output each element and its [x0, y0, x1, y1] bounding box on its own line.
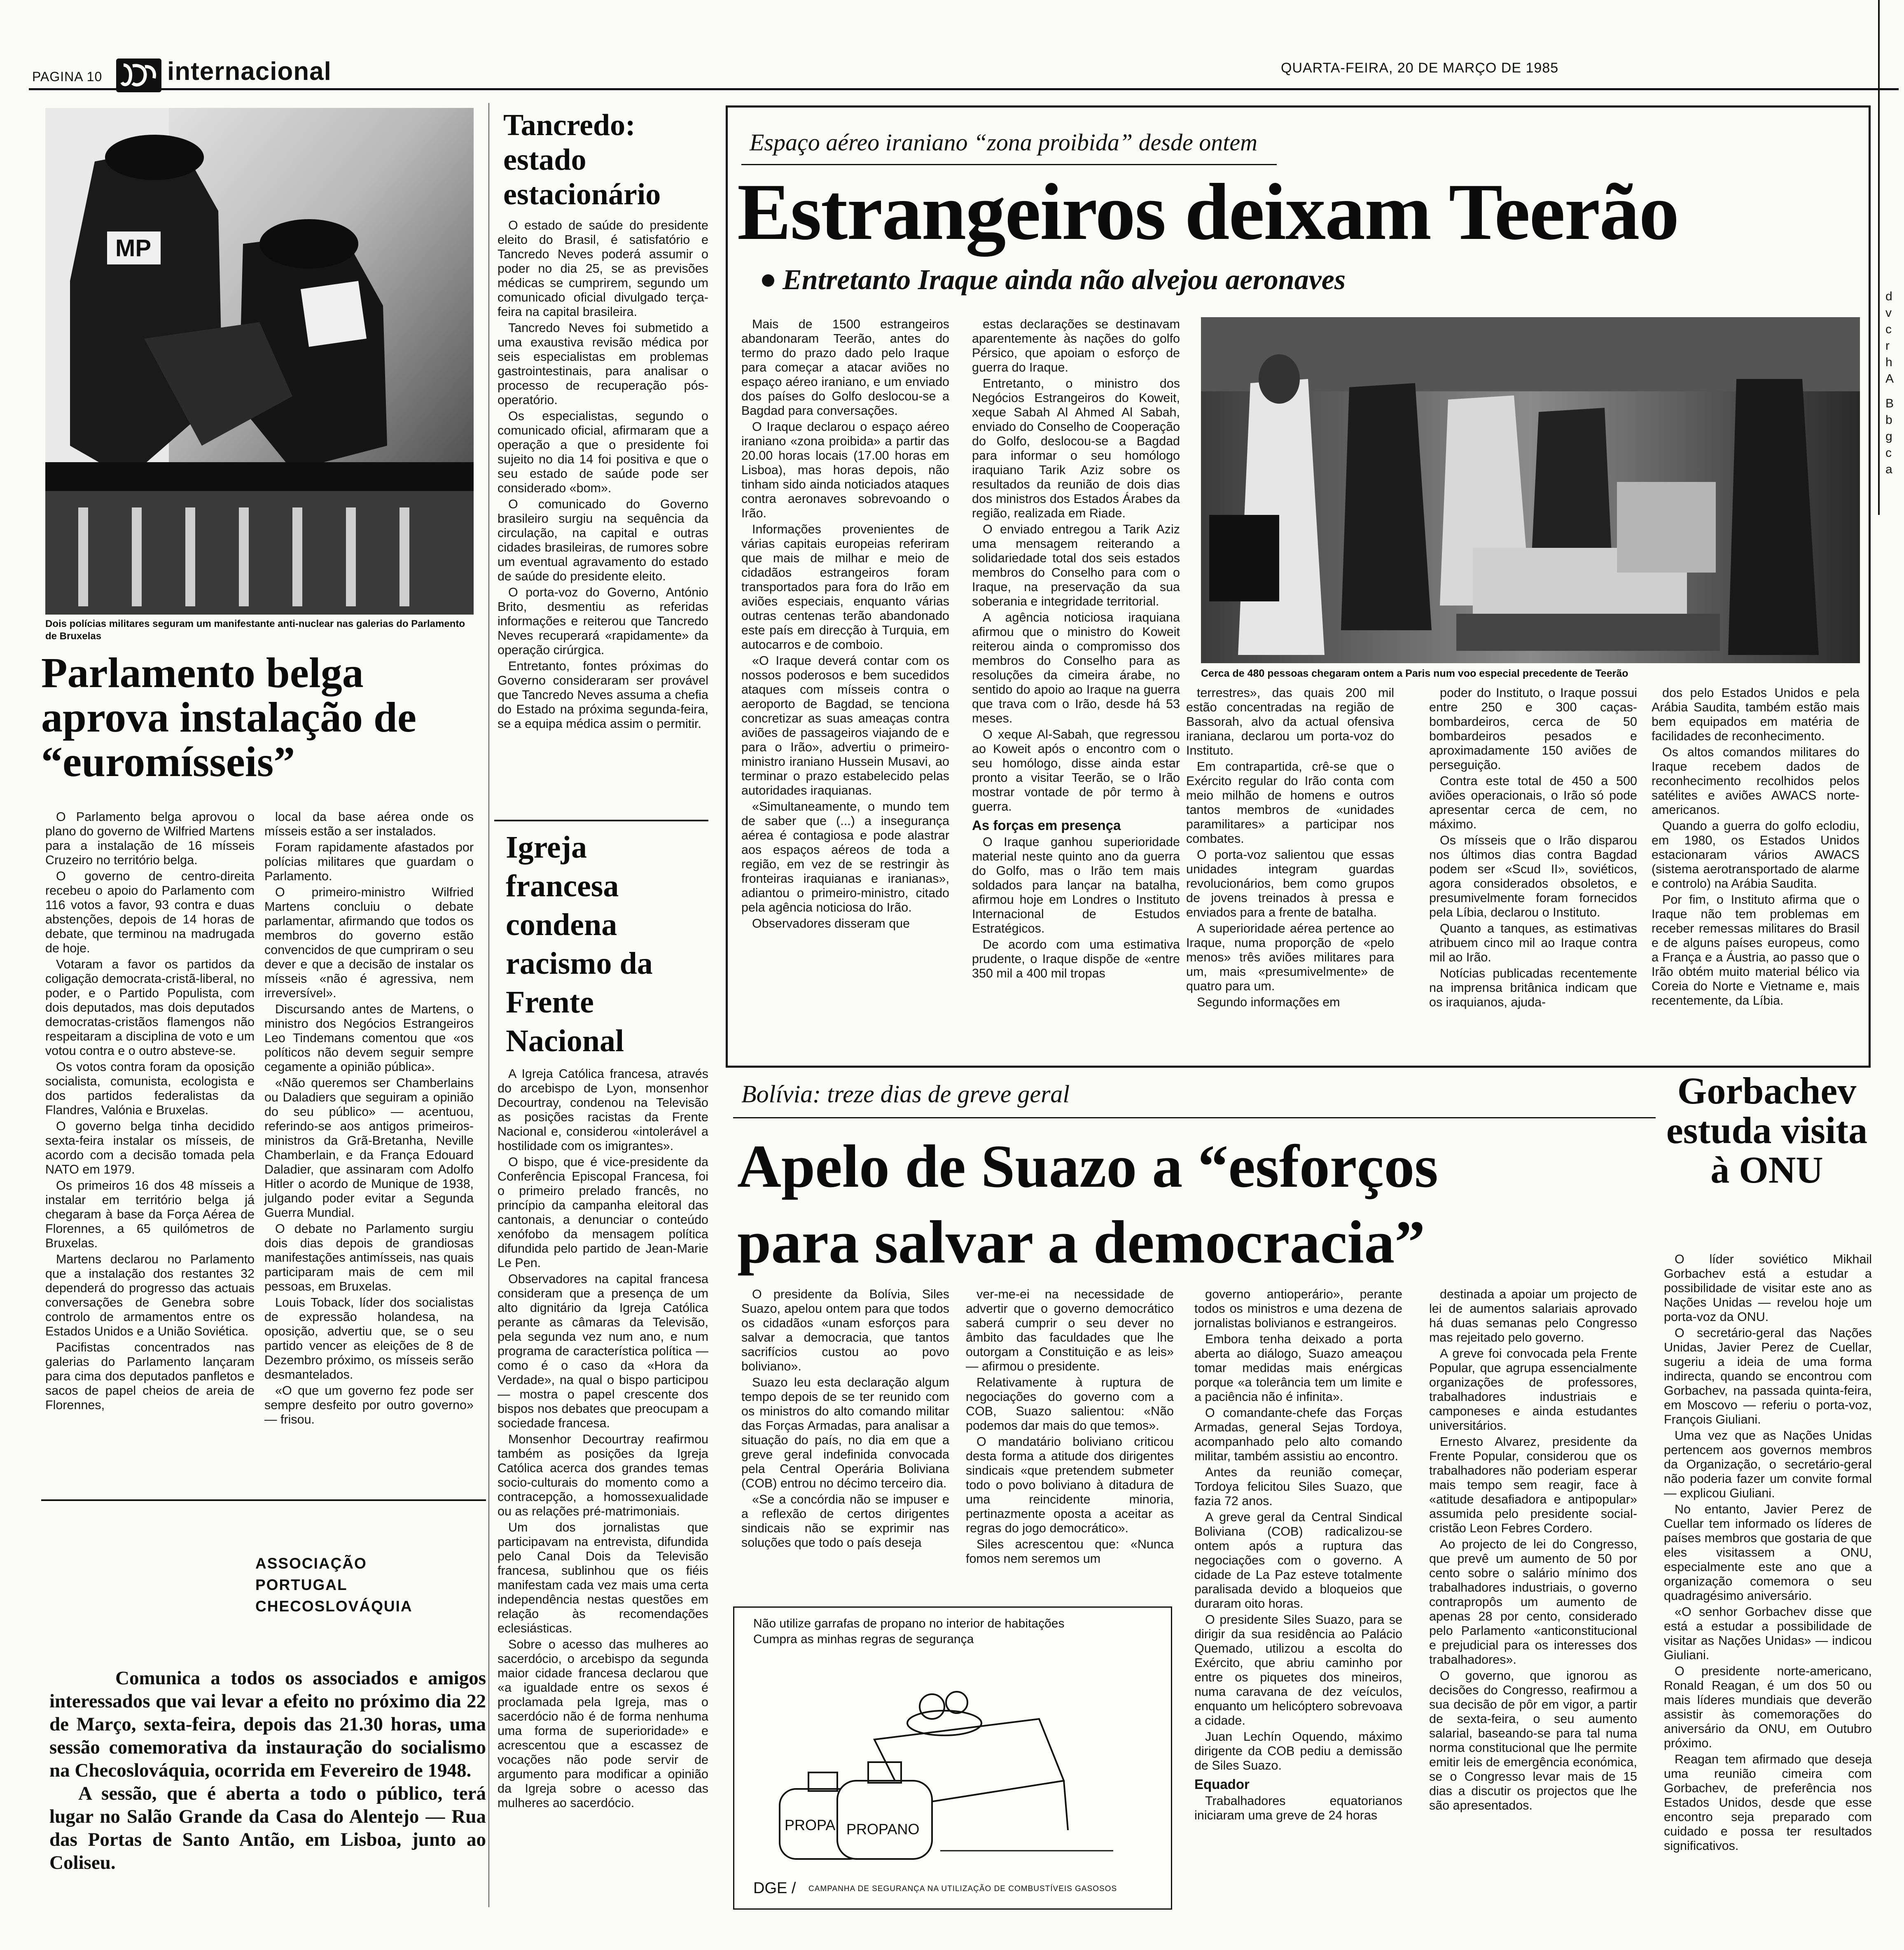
- paragraph: dos pelo Estados Unidos e pela Arábia Saudita, também estão mais bem equipados em matéria de facilidades de reconhecimento.: [1652, 686, 1860, 743]
- paragraph: O governo belga tinha decidido sexta-feira instalar os mísseis, de acordo com a decisão tomada pela NATO em 1979.: [45, 1119, 255, 1176]
- paragraph: Segundo informações em: [1197, 995, 1340, 1009]
- paragraph: O secretário-geral das Nações Unidas, Javier Perez de Cuellar, sugeriu a ideia de uma forma indirecta, quando se encontrou com Gorbachev, na passada quinta-feira, em Moscovo — referiu o porta-voz, François Giuliani.: [1664, 1326, 1872, 1426]
- ad-line: Cumpra as minhas regras de segurança: [753, 1632, 974, 1646]
- divider: [41, 1499, 486, 1501]
- paragraph: Os especialistas, segundo o comunicado oficial, afirmaram que a operação a que o presidente foi sujeito no dia 14 foi positiva e que o seu estado de saúde pode ser considerado «bom».: [498, 409, 708, 495]
- paragraph: Antes da reunião começar, Tordoya felicitou Siles Suazo, que fazia 72 anos.: [1194, 1465, 1402, 1508]
- paragraph: O estado de saúde do presidente eleito do Brasil, é satisfatório e Tancredo Neves poderá assumir o poder no dia 25, se as previsões médicas se cumprirem, segundo um comunicado oficial divulgado terça-feira na capital brasileira.: [498, 218, 708, 319]
- paragraph: «O Iraque deverá contar com os nossos poderosos e bem sucedidos ataques com mísseis contra o aeroporto de Bagdad, se tenciona concretizar as suas ameaças contra aviões de passageiros viajando de e para o Irão», advertiu o primeiro-ministro iraniano Hussein Musavi, ao terminar o prazo estabelecido pelas autoridades iraquianas.: [741, 654, 949, 797]
- paragraph: Uma vez que as Nações Unidas pertencem aos governos membros da Organização, o secretário-geral não poderia fazer um convite formal — explicou Giuliani.: [1664, 1429, 1872, 1500]
- paragraph: Por fim, o Instituto afirma que o Iraque não tem problemas em receber remessas militares do Brasil e de alguns países europeus, como a França e a Áustria, ao passo que o Irão obtém muito material bélico via Coreia do Norte e Vietname e, mais recentemente, da Líbia.: [1652, 893, 1860, 1008]
- paragraph: Os altos comandos militares do Iraque recebem dados de reconhecimento recolhidos pelos satélites e aviões AWACS norte-americanos.: [1652, 745, 1860, 817]
- column-separator: [488, 103, 489, 1907]
- paragraph: A Igreja Católica francesa, através do arcebispo de Lyon, monsenhor Decourtray, condenou na Televisão as posições racistas da Frente Nacional e, considerou «intolerável a hostilidade com os imigrantes».: [498, 1067, 708, 1153]
- paragraph: Entretanto, o ministro dos Negócios Estrangeiros do Koweit, xeque Sabah Al Ahmed Al Sabah, enviado do Conselho de Cooperação do Golfo, deslocou-se a Bagdad para informar o seu homólogo iraquiano Tarik Aziz sobre os resultados da reunião de dois dias dos ministros dos Estados Árabes da região, realizada em Riade.: [972, 376, 1180, 520]
- paragraph: O porta-voz salientou que essas unidades integram guardas revolucionários, bem como grupos de jovens treinados à pressa e enviados para a frente de batalha.: [1186, 848, 1394, 919]
- paragraph: Trabalhadores equatorianos iniciaram uma greve de 24 horas: [1194, 1794, 1402, 1822]
- paragraph: Entretanto, fontes próximas do Governo consideraram ser provável que Tancredo Neves assuma a chefia do Estado na próxima segunda-feira, se a equipa médica assim o permitir.: [498, 659, 708, 731]
- kicker-underline: [741, 164, 1277, 165]
- article-tancredo: [498, 218, 708, 733]
- paragraph: O porta-voz do Governo, António Brito, desmentiu as referidas informações e reiterou que Tancredo Neves recuperará «rapidamente» da operação cirúrgica.: [498, 585, 708, 657]
- paragraph: Notícias publicadas recentemente na imprensa britânica indicam que os iraquianos, ajuda-: [1429, 966, 1637, 1009]
- paragraph: «Não queremos ser Chamberlains ou Daladiers que seguiram a opinião do seu público» — acentuou, referindo-se aos antigos primeiros-ministros da Grã-Bretanha, Neville Chamberlain, e da França Edouard Daladier, que assinaram com Adolfo Hitler o acordo de Munique de 1938, julgando poder evitar a Segunda Guerra Mundial.: [264, 1076, 474, 1220]
- article-igreja: [498, 1067, 708, 1812]
- paragraph: O governo de centro-direita recebeu o apoio do Parlamento com 116 votos a favor, 93 contra e duas abstenções, depois de 14 horas de debate, que terminou na madrugada de hoje.: [45, 869, 255, 955]
- paragraph: Observadores disseram que: [752, 917, 910, 931]
- paragraph: Martens declarou no Parlamento que a instalação dos restantes 32 dependerá do progresso das actuais conversações de Genebra sobre controlo de armamentos entre os Estados Unidos e a União Soviética.: [45, 1252, 255, 1338]
- article-belga-col1: [45, 810, 255, 1414]
- headline-igreja: Igreja francesa condena racismo da Frente Nacional: [506, 830, 653, 1058]
- page-number: PAGINA 10: [32, 69, 103, 84]
- paragraph: governo antioperário», perante todos os ministros e uma dezena de jornalistas bolivianos e estrangeiros.: [1194, 1287, 1402, 1330]
- paragraph: Os mísseis que o Irão disparou nos últimos dias contra Bagdad podem ser «Scud II», soviéticos, agora considerados obsoletos, e presumivelmente foram fornecidos pela Líbia, declarou o Instituto.: [1429, 833, 1637, 919]
- dge-logo: DGE /: [753, 1880, 796, 1897]
- paragraph: A greve geral da Central Sindical Boliviana (COB) radicalizou-se ontem após a ruptura das negociações com o governo. A cidade de La Paz esteve totalmente paralisada devido a bloqueios que duraram oito horas.: [1194, 1510, 1402, 1611]
- paragraph: No entanto, Javier Perez de Cuellar tem informado os líderes de países membros que gostaria de que eles visitassem a ONU, especialmente este ano que a organização comemora o seu quadragésimo aniversário.: [1664, 1502, 1872, 1603]
- article-bolivia-col2: [966, 1287, 1174, 1568]
- headline-teerao: Estrangeiros deixam Teerão: [737, 167, 1679, 257]
- paragraph: O líder soviético Mikhail Gorbachev está a estudar a possibilidade de visitar este ano as Nações Unidas — revelou hoje um porta-voz da ONU.: [1664, 1252, 1872, 1324]
- paragraph: O debate no Parlamento surgiu dois dias depois de grandiosas manifestações antimísseis, nas quais participaram mais de cem mil pessoas, em Bruxelas.: [264, 1222, 474, 1293]
- paragraph: Ernesto Alvarez, presidente da Frente Popular, considerou que os trabalhadores não poderiam esperar mais tempo sem reagir, face à «atitude desafiadora e antipopular» assumida pelo presidente social-cristão Leon Febres Cordero.: [1429, 1435, 1637, 1535]
- ad-footer: CAMPANHA DE SEGURANÇA NA UTILIZAÇÃO DE COMBUSTÍVEIS GASOSOS: [808, 1885, 1117, 1893]
- subtitle-forcas: As forças em presença: [972, 818, 1121, 833]
- issue-date: QUARTA-FEIRA, 20 DE MARÇO DE 1985: [1281, 60, 1559, 76]
- paragraph: O Iraque ganhou superioridade material neste quinto ano da guerra do Golfo, mas o Irão tem mais soldados para lançar na batalha, afirmou hoje em Londres o Instituto Internacional de Estudos Estratégicos.: [972, 835, 1180, 935]
- paragraph: De acordo com uma estimativa prudente, o Iraque dispõe de «entre 350 mil a 400 mil tropas: [972, 938, 1180, 980]
- kicker-teerao: Espaço aéreo iraniano “zona proibida” desde ontem: [750, 129, 1257, 156]
- paragraph: Os primeiros 16 dos 48 mísseis a instalar em território belga já chegaram à base da Força Aérea de Florennes, a 65 quilómetros de Bruxelas.: [45, 1178, 255, 1250]
- paragraph: destinada a apoiar um projecto de lei de aumentos salariais aprovado há duas semanas pelo Congresso mas rejeitado pelo governo.: [1429, 1287, 1637, 1344]
- ad-line: Não utilize garrafas de propano no interior de habitações: [753, 1617, 1065, 1630]
- paragraph: Relativamente à ruptura de negociações do governo com a COB, Suazo salientou: «Não podemos dar mais do que temos».: [966, 1375, 1174, 1433]
- paragraph: Discursando antes de Martens, o ministro dos Negócios Estrangeiros Leo Tindemans comentou que «os políticos não devem seguir sempre cegamente a opinião pública».: [264, 1002, 474, 1074]
- paragraph: Pacifistas concentrados nas galerias do Parlamento lançaram para cima dos deputados panfletos e sacos de papel cheios de areia de Florennes,: [45, 1340, 255, 1412]
- paragraph: Quanto a tanques, as estimativas atribuem cinco mil ao Iraque contra mil ao Irão.: [1429, 921, 1637, 964]
- paragraph: O bispo, que é vice-presidente da Conferência Episcopal Francesa, foi o primeiro prelado francês, no princípio da campanha eleitoral das cantonais, a denunciar o conteúdo xenófobo da mensagem política difundida pelo partido de Jean-Marie Le Pen.: [498, 1155, 708, 1270]
- article-teerao-col3: [1186, 686, 1394, 1011]
- paragraph: local da base aérea onde os mísseis estão a ser instalados.: [264, 810, 474, 838]
- paragraph: O presidente Siles Suazo, para se dirigir da sua residência ao Palácio Quemado, utilizou a escolta do Exército, que abriu caminho por entre os piquetes dos mineiros, numa caravana de dez veículos, enquanto um helicóptero sobrevoava a cidade.: [1194, 1613, 1402, 1728]
- paragraph: ver-me-ei na necessidade de advertir que o governo democrático saberá cumprir o seu dever no âmbito das faculdades que lhe outorgam a Constituição e as leis» — afirmou o presidente.: [966, 1287, 1174, 1373]
- notice-body: Comunica a todos os associados e amigos interessados que vai levar a efeito no próximo dia 22 de Março, sexta-feira, depois das 21.30 horas, uma sessão comemorativa da instauração do socialismo na Checoslováquia, ocorrida em Fevereiro de 1948.: [49, 1667, 486, 1781]
- divider: [494, 820, 708, 821]
- paragraph: Reagan tem afirmado que deseja uma reunião cimeira com Gorbachev, de preferência nos Estados Unidos, desde que esse encontro seja preparado com cuidado e possa ter resultados significativos.: [1664, 1752, 1872, 1853]
- propane-bottles-illustration: [751, 1657, 1154, 1863]
- headline-gorbachev: Gorbachev estuda visita à ONU: [1666, 1070, 1868, 1191]
- article-teerao-col4: [1429, 686, 1637, 1011]
- paragraph: Contra este total de 450 a 500 aviões operacionais, o Irão só pode apresentar cerca de cem, no máximo.: [1429, 774, 1637, 831]
- paragraph: Sobre o acesso das mulheres ao sacerdócio, o arcebispo da segunda maior cidade francesa declarou que «a igualdade entre os sexos é proclamada pela Igreja, mas o sacerdócio não é de forma nenhuma uma forma de superioridade» e acrescentou que a escassez de vocações não pode servir de argumento para modificar a opinião da Igreja sobre o acesso das mulheres ao sacerdócio.: [498, 1637, 708, 1810]
- kicker-bolivia: Bolívia: treze dias de greve geral: [741, 1080, 1070, 1108]
- paragraph: Juan Lechín Oquendo, máximo dirigente da COB pediu a demissão de Siles Suazo.: [1194, 1730, 1402, 1772]
- paragraph: O presidente da Bolívia, Siles Suazo, apelou ontem para que todos os cidadãos «unam esforços para salvar a democracia, que tantos sacrifícios custou ao povo boliviano».: [741, 1287, 949, 1373]
- paragraph: O comandante-chefe das Forças Armadas, general Sejas Tordoya, acompanhado pelo alto comando militar, também assistiu ao encontro.: [1194, 1406, 1402, 1463]
- paragraph: Siles acrescentou que: «Nunca fomos nem seremos um: [966, 1537, 1174, 1566]
- paragraph: O presidente norte-americano, Ronald Reagan, é um dos 50 ou mais líderes mundiais que deverão assistir às comemorações do aniversário da ONU, em Outubro próximo.: [1664, 1664, 1872, 1750]
- paragraph: O Iraque declarou o espaço aéreo iraniano «zona proibida» a partir das 20.00 horas locais (17.00 horas em Lisboa), mas horas depois, não tinham sido ainda noticiados ataques contra aeronaves sobrevoando o Irão.: [741, 420, 949, 520]
- paragraph: O comunicado do Governo brasileiro surgiu na sequência da circulação, na capital e outras cidades brasileiras, de rumores sobre um eventual agravamento do estado de saúde do presidente eleito.: [498, 497, 708, 583]
- adjacent-page-text: B b g c a: [1885, 397, 1894, 476]
- paragraph: Observadores na capital francesa consideram que a presença de um alto dignitário da Igreja Católica perante as câmaras da Televisão, pela segunda vez num ano, e num programa de característica política — como é o caso da «Hora da Verdade», na qual o bispo participou — mostra o papel crescente dos bispos nos debates que preocupam a sociedade francesa.: [498, 1272, 708, 1430]
- paragraph: Quando a guerra do golfo eclodiu, em 1980, os Estados Unidos estacionaram vários AWACS (sistema aerotransportado de alarme e controlo) na Arábia Saudita.: [1652, 819, 1860, 891]
- association-notice: [49, 1508, 486, 1924]
- paragraph: «Simultaneamente, o mundo tem de saber que (...) a insegurança aérea é contagiosa e pode alastrar aos espaços aéreos de toda a região, em vez de se restringir às fronteiras iraquianas e iranianas», adiantou o primeiro-ministro, citado pela agência noticiosa do Irão.: [741, 800, 949, 914]
- headline-belga: Parlamento belga aprova instalação de “euromísseis”: [41, 649, 417, 786]
- page-edge-rule: [1878, 0, 1880, 515]
- paragraph: terrestres», das quais 200 mil estão concentradas na região de Bassorah, alvo da actual ofensiva iraniana, declarou um porta-voz do Instituto.: [1186, 686, 1394, 758]
- paragraph: «O senhor Gorbachev disse que está a estudar a possibilidade de visitar as Nações Unidas» — indicou Giuliani.: [1664, 1605, 1872, 1662]
- bottle-label: PROPA: [785, 1817, 836, 1833]
- paragraph: O governo, que ignorou as decisões do Congresso, reafirmou a sua decisão de pôr em vigor, a partir de sexta-feira, o seu aumento salarial, baseando-se para tal numa norma constitucional que lhe permite emitir leis de emergência económica, se o Congresso levar mais de 15 dias a discutir os projectos que lhe são apresentados.: [1429, 1669, 1637, 1812]
- paragraph: Informações provenientes de várias capitais europeias referiram que mais de milhar e meio de cidadãos estrangeiros foram transportados para fora do Irão em aviões especiais, enquanto várias outras centenas terão abandonado este país em direcção à Turquia, em autocarros e de comboio.: [741, 522, 949, 652]
- paragraph: Um dos jornalistas que participavam na entrevista, difundida pelo Canal Dois da Televisão francesa, sublinhou que os fiéis manifestam cada vez mais uma certa independência nestas questões em relação às recomendações eclesiásticas.: [498, 1520, 708, 1635]
- paragraph: «Se a concórdia não se impuser e a reflexão de certos dirigentes sindicais não se exprimir nas soluções que todo o país deseja: [741, 1492, 949, 1550]
- photo-airport-arrivals: [1201, 317, 1860, 663]
- paragraph: estas declarações se destinavam aparentemente às nações do golfo Pérsico, que apoiam o esforço de guerra do Iraque.: [972, 317, 1180, 374]
- paragraph: O enviado entregou a Tarik Aziz uma mensagem reiterando a solidariedade total dos seis estados membros do Conselho para com o Iraque, na preservação da sua soberania e integridade territorial.: [972, 522, 1180, 608]
- notice-title: ASSOCIAÇÃO PORTUGAL CHECOSLOVÁQUIA: [255, 1555, 413, 1615]
- paragraph: Embora tenha deixado a porta aberta ao diálogo, Suazo ameaçou tomar medidas mais enérgicas porque «a tolerância tem um limite e a paciência não é infinita».: [1194, 1332, 1402, 1404]
- photo-caption-belga: Dois polícias militares seguram um manifestante anti-nuclear nas galerias do Parlamento de Bruxelas: [45, 618, 465, 642]
- paragraph: O primeiro-ministro Wilfried Martens concluiu o debate parlamentar, afirmando que todos os membros do governo estão convencidos de que cumpriram o seu dever e que a decisão de instalar os mísseis «não é agressiva, nem irreversível».: [264, 885, 474, 1000]
- paragraph: A greve foi convocada pela Frente Popular, que agrupa essencialmente organizações de professores, trabalhadores industriais e camponeses e ainda estudantes universitários.: [1429, 1347, 1637, 1433]
- photo-caption-teerao: Cerca de 480 pessoas chegaram ontem a Paris num voo especial precedente de Teerão: [1201, 668, 1628, 679]
- paragraph: Os votos contra foram da oposição socialista, comunista, ecologista e dos partidos federalistas da Flandres, Valónia e Bruxelas.: [45, 1060, 255, 1117]
- subtitle-equador: Equador: [1194, 1777, 1250, 1792]
- article-gorbachev: [1664, 1252, 1872, 1855]
- paragraph: A superioridade aérea pertence ao Iraque, numa proporção de «pelo menos» três aviões militares para um, mais «presumivelmente» de quatro para um.: [1186, 921, 1394, 993]
- bottle-label: PROPANO: [846, 1821, 920, 1838]
- paragraph: O Parlamento belga aprovou o plano do governo de Wilfried Martens para a instalação de 16 mísseis Cruzeiro no território belga.: [45, 810, 255, 867]
- paragraph: Foram rapidamente afastados por polícias militares que guardam o Parlamento.: [264, 840, 474, 883]
- paragraph: Mais de 1500 estrangeiros abandonaram Teerão, antes do termo do prazo dado pelo Iraque para começar a atacar aviões no espaço aéreo iraniano, e um enviado dos países do Golfo deslocou-se a Bagdad para conversações.: [741, 317, 949, 418]
- masthead-rule: [29, 88, 1899, 90]
- paragraph: Louis Toback, líder dos socialistas de expressão holandesa, na oposição, advertiu que, se o seu partido vencer as eleições de 8 de Dezembro próximo, os mísseis serão desmantelados.: [264, 1295, 474, 1382]
- paragraph: Suazo leu esta declaração algum tempo depois de se ter reunido com os ministros do alto comando militar das Forças Armadas, para analisar a situação do país, no dia em que a greve geral indefinida convocada pela Central Operária Boliviana (COB) entrou no décimo terceiro dia.: [741, 1375, 949, 1490]
- paragraph: Em contrapartida, crê-se que o Exército regular do Irão conta com meio milhão de homens e outros tantos membros de «unidades paramilitares» a participar nos combates.: [1186, 760, 1394, 846]
- kicker-underline: [733, 1117, 1656, 1118]
- notice-body: A sessão, que é aberta a todo o público, terá lugar no Salão Grande da Casa do Alentejo — Rua das Portas de Santo Antão, em Lisboa, junto ao Coliseu.: [49, 1783, 486, 1873]
- article-teerao-col2: [972, 317, 1180, 982]
- bullet-icon: [762, 274, 774, 287]
- svg-text:MP: MP: [115, 235, 151, 262]
- paragraph: Tancredo Neves foi submetido a uma exaustiva revisão médica por seis especialistas em problemas gastrointestinais, para analisar o processo de recuperação pós-operatório.: [498, 321, 708, 407]
- headline-bolivia: Apelo de Suazo a “esforços para salvar a democracia”: [737, 1133, 1438, 1276]
- paragraph: poder do Instituto, o Iraque possui entre 250 e 300 caças-bombardeiros, cerca de 50 bombardeiros pesados e aproximadamente 150 aviões de perseguição.: [1429, 686, 1637, 772]
- paragraph: A agência noticiosa iraquiana afirmou que o ministro do Koweit reiterou ainda o compromisso dos membros do Conselho para as resoluções da cimeira árabe, no sentido do apoio ao Iraque na guerra que trava com o Irão, desde há 53 meses.: [972, 610, 1180, 725]
- paragraph: «O que um governo fez pode ser sempre desfeito por outro governo» — frisou.: [264, 1384, 474, 1426]
- paragraph: O mandatário boliviano criticou desta forma a atitude dos dirigentes sindicais «que pretendem submeter todo o povo boliviano à ditadura de uma reincidente minoria, pertinazmente oposta a aceitar as regras do jogo democrático».: [966, 1435, 1174, 1535]
- paragraph: Monsenhor Decourtray reafirmou também as posições da Igreja Católica acerca dos grandes temas socio-culturais do momento como a contracepção, a homossexualidade ou as relações pré-matrimoniais.: [498, 1432, 708, 1518]
- newspaper-logo-icon: [116, 58, 161, 92]
- article-bolivia-col1: [741, 1287, 949, 1552]
- paragraph: Votaram a favor os partidos da coligação democrata-cristã-liberal, no poder, e o Partido Populista, com dois deputados, mas dois deputados democratas-cristãos flamengos não respeitaram a disciplina de voto e um votou contra e o outro absteve-se.: [45, 957, 255, 1058]
- section-title: internacional: [167, 57, 332, 86]
- article-belga-col2: [264, 810, 474, 1429]
- paragraph: Ao projecto de lei do Congresso, que prevê um aumento de 50 por cento sobre o salário mínimo dos trabalhadores industriais, o governo contrapropôs um aumento de apenas 28 por cento, considerado pelo Parlamento «anticonstitucional e prejudicial para os interesses dos trabalhadores».: [1429, 1537, 1637, 1667]
- headline-tancredo: Tancredo: estado estacionário: [503, 108, 661, 211]
- photo-military-police: [45, 108, 474, 615]
- paragraph: O xeque Al-Sabah, que regressou ao Koweit após o encontro com o seu homólogo, disse ainda estar pronto a visitar Teerão, se o Irão mostrar vontade de pôr termo à guerra.: [972, 727, 1180, 814]
- adjacent-page-text: d v c r h A: [1885, 290, 1894, 386]
- propane-safety-ad: [733, 1606, 1172, 1910]
- article-bolivia-col3: [1194, 1287, 1402, 1824]
- subhead-teerao: Entretanto Iraque ainda não alvejou aeronaves: [783, 264, 1346, 296]
- article-teerao-col5: [1652, 686, 1860, 1010]
- article-teerao-col1: [741, 317, 949, 933]
- article-bolivia-col4: [1429, 1287, 1637, 1814]
